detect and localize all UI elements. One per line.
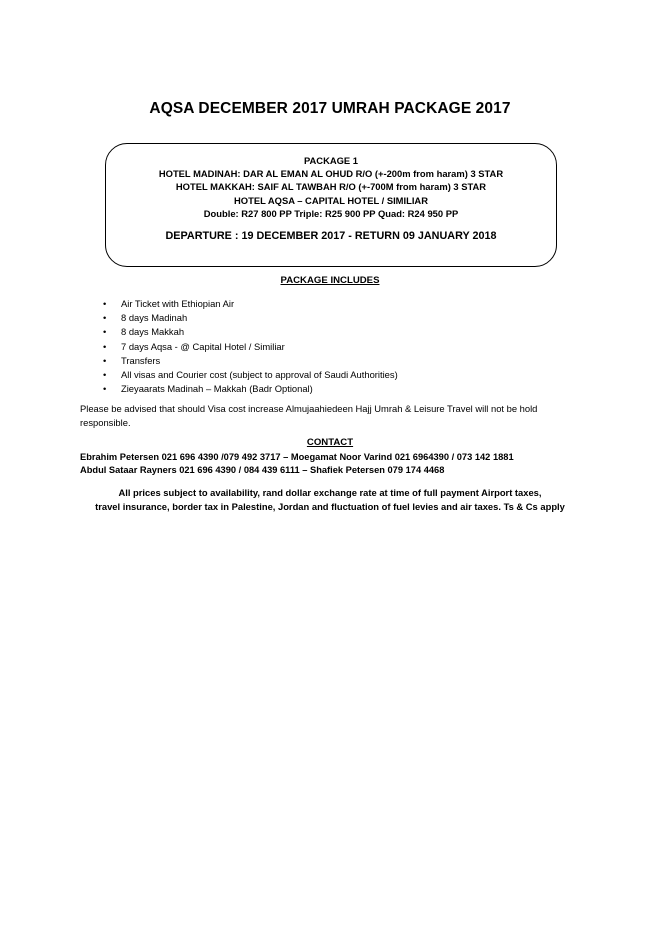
list-item [103, 354, 398, 368]
contact-line: Ebrahim Petersen 021 696 4390 /079 492 3717 – Moegamat Noor Varind 021 6964390 / 073 142 1881 [80, 452, 514, 462]
contact-heading: CONTACT [306, 437, 354, 448]
bullet-icon: • [103, 383, 107, 395]
disclaimer-line: All prices subject to availability, rand dollar exchange rate at time of full payment Airport taxes, [118, 487, 542, 498]
bullet-icon: • [103, 340, 107, 352]
hotel-aqsa: HOTEL AQSA – CAPITAL HOTEL / SIMILIAR [234, 194, 428, 206]
bullet-icon: • [103, 369, 107, 381]
list-item-text: 8 days Makkah [121, 326, 185, 338]
list-item-text: All visas and Courier cost (subject to approval of Saudi Authorities) [121, 369, 398, 381]
list-item [103, 340, 398, 354]
package-includes-list [103, 297, 398, 396]
departure-return-dates: DEPARTURE : 19 DECEMBER 2017 - RETURN 09 JANUARY 2018 [165, 230, 497, 243]
bullet-icon: • [103, 326, 107, 338]
hotel-madinah: HOTEL MADINAH: DAR AL EMAN AL OHUD R/O (+-200m from haram) 3 STAR [158, 168, 504, 180]
list-item [103, 297, 398, 311]
list-item-text: Transfers [121, 354, 161, 366]
list-item [103, 382, 398, 396]
disclaimer-line: travel insurance, border tax in Palestine, Jordan and fluctuation of fuel levies and air taxes. Ts & Cs apply [95, 501, 565, 512]
bullet-icon: • [103, 354, 107, 366]
list-item-text: Zieyaarats Madinah – Makkah (Badr Optional) [121, 383, 313, 395]
package-name: PACKAGE 1 [303, 155, 358, 166]
package-includes-heading: PACKAGE INCLUDES [280, 275, 380, 286]
list-item [103, 311, 398, 325]
package-prices: Double: R27 800 PP Triple: R25 900 PP Quad: R24 950 PP [203, 207, 459, 219]
package-box [105, 143, 557, 267]
bullet-icon: • [103, 312, 107, 324]
contact-details [80, 451, 514, 478]
list-item-text: 7 days Aqsa - @ Capital Hotel / Similiar [121, 340, 285, 352]
list-item-text: 8 days Madinah [121, 312, 188, 324]
hotel-makkah: HOTEL MAKKAH: SAIF AL TAWBAH R/O (+-700M from haram) 3 STAR [175, 181, 487, 193]
visa-cost-notice: Please be advised that should Visa cost increase Almujaahiedeen Hajj Umrah & Leisure Travel will not be hold responsible. [80, 403, 538, 428]
price-disclaimer [60, 486, 600, 514]
list-item [103, 368, 398, 382]
list-item-text: Air Ticket with Ethiopian Air [121, 298, 235, 309]
contact-line: Abdul Sataar Rayners 021 696 4390 / 084 439 6111 – Shafiek Petersen 079 174 4468 [80, 465, 445, 476]
list-item [103, 325, 398, 339]
document-title: AQSA DECEMBER 2017 UMRAH PACKAGE 2017 [149, 100, 511, 117]
bullet-icon: • [103, 298, 107, 309]
